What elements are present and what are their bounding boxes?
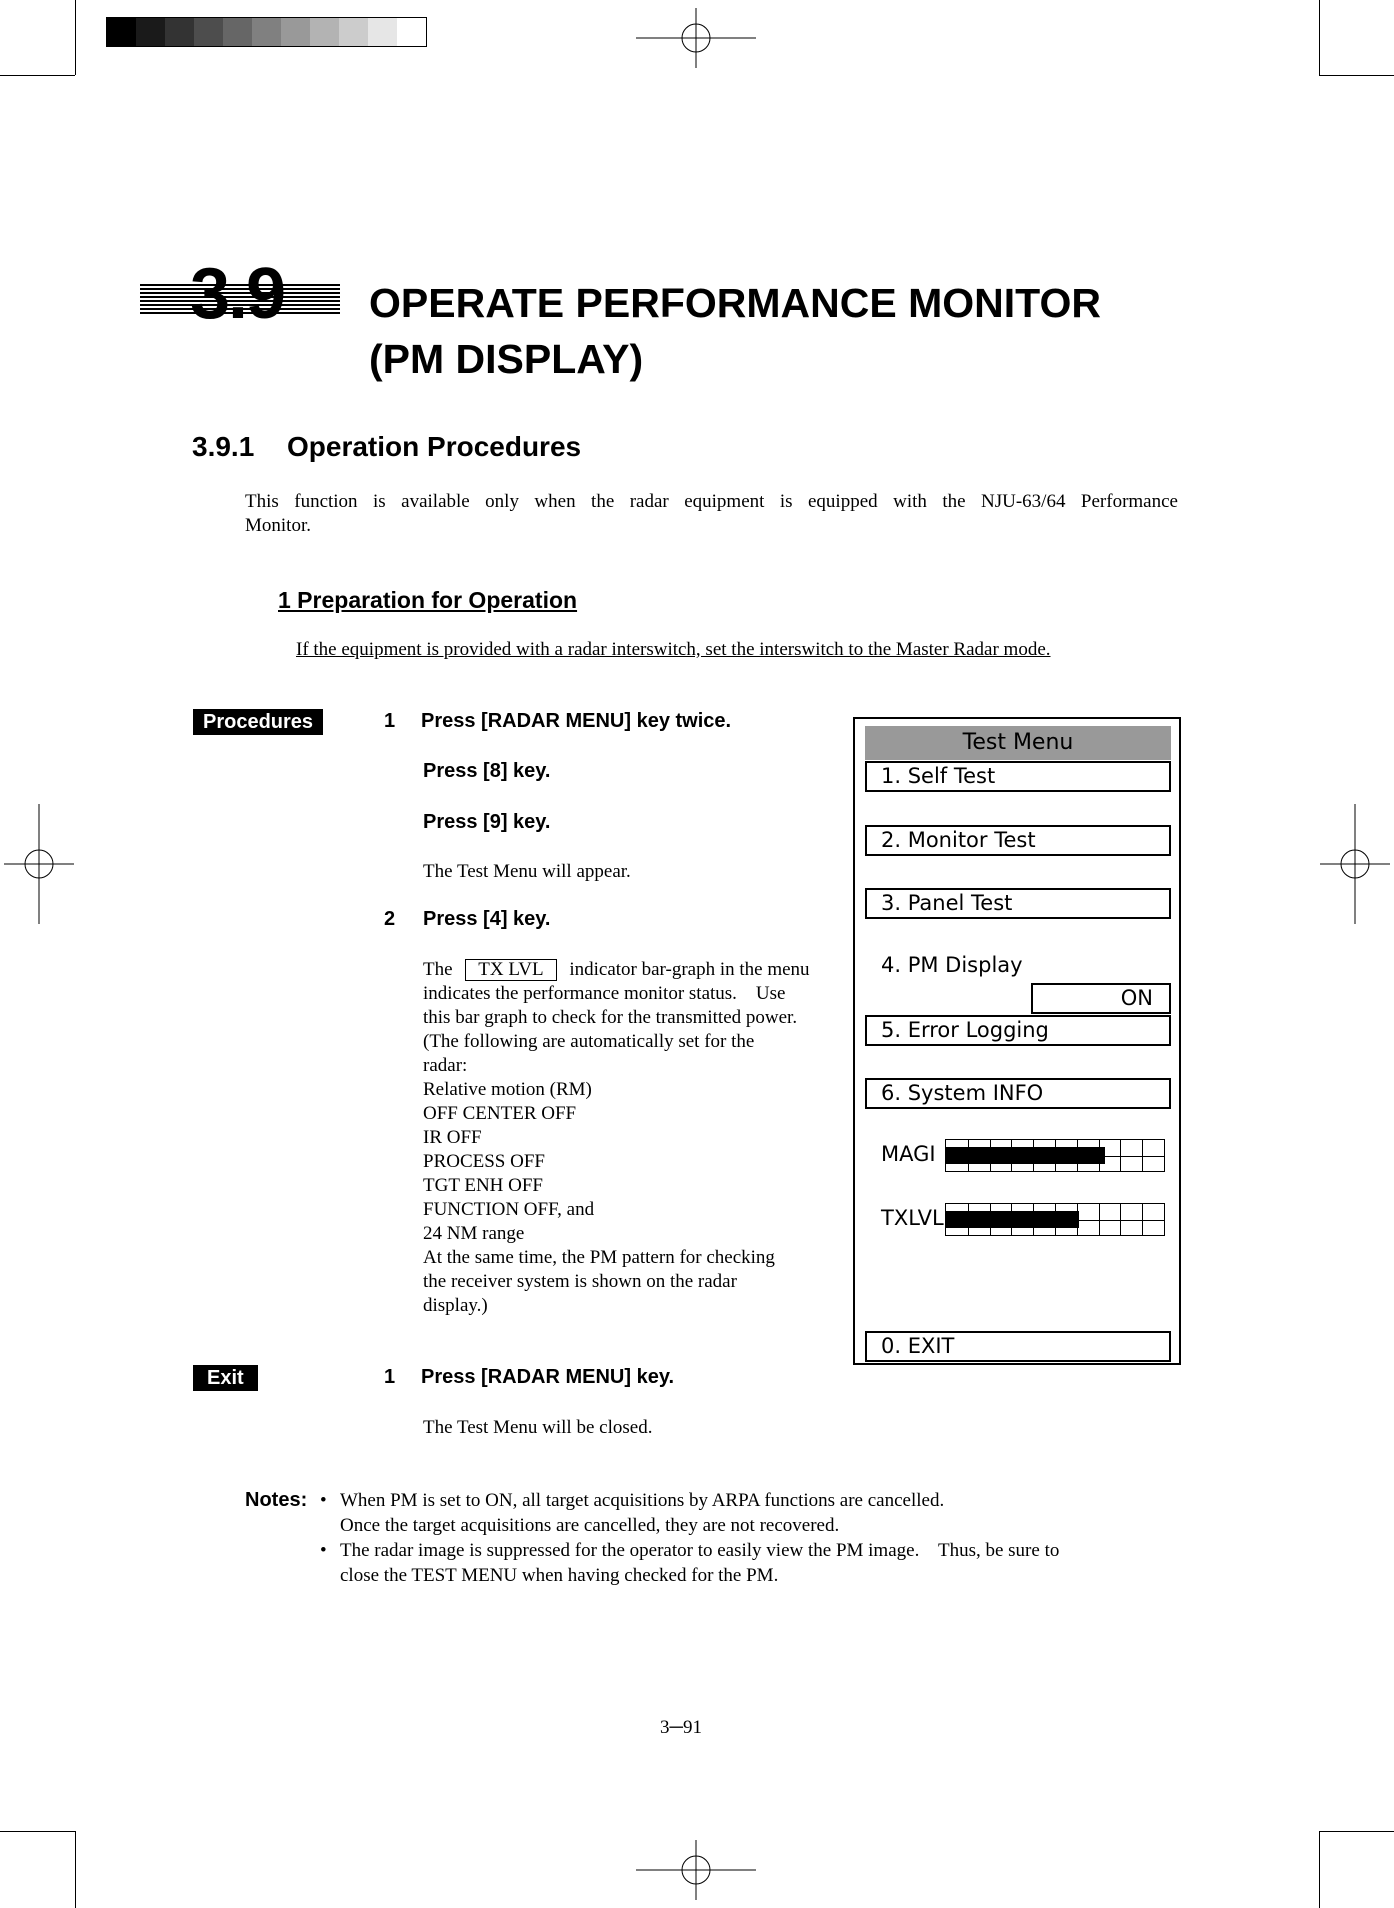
intro-line2: Monitor.	[245, 515, 311, 536]
magi-bar-tick	[1033, 1140, 1034, 1172]
registration-mark-top	[636, 8, 756, 68]
pm-display-value[interactable]: ON	[1031, 983, 1171, 1014]
exit-tag: Exit	[193, 1365, 258, 1391]
menu-item-panel-test[interactable]: 3. Panel Test	[865, 888, 1171, 919]
menu-item-error-logging[interactable]: 5. Error Logging	[865, 1015, 1171, 1046]
step1-note: The Test Menu will appear.	[423, 861, 631, 882]
menu-item-pm-display[interactable]: 4. PM Display	[881, 953, 1023, 977]
step2-line: OFF CENTER OFF	[423, 1103, 577, 1124]
note1-line2: Once the target acquisitions are cancelled, they are not recovered.	[340, 1515, 840, 1536]
step2-line: display.)	[423, 1295, 488, 1316]
exit-note: The Test Menu will be closed.	[423, 1417, 653, 1438]
step2-line: TGT ENH OFF	[423, 1175, 543, 1196]
step2-line: the receiver system is shown on the radar	[423, 1271, 737, 1292]
txlvl-bar-tick	[1099, 1204, 1100, 1236]
step2-first-line	[423, 958, 843, 982]
step2-line: FUNCTION OFF, and	[423, 1199, 595, 1220]
section-number: 3.9	[190, 254, 285, 334]
txlvl-bar-graph	[945, 1203, 1165, 1236]
notes-label: Notes:	[245, 1489, 308, 1511]
test-menu-panel	[853, 717, 1181, 1365]
menu-item-monitor-test[interactable]: 2. Monitor Test	[865, 825, 1171, 856]
exit-step-number: 1	[384, 1366, 396, 1388]
magi-bar-tick	[1011, 1140, 1012, 1172]
step2-after: indicator bar-graph in the menu	[569, 959, 810, 980]
step2-line: PROCESS OFF	[423, 1151, 545, 1172]
note1-line1: When PM is set to ON, all target acquisitions by ARPA functions are cancelled.	[340, 1490, 945, 1511]
magi-bar-tick	[1099, 1140, 1100, 1172]
txlvl-label: TXLVL	[881, 1206, 944, 1230]
note2-line2: close the TEST MENU when having checked for the PM.	[340, 1565, 779, 1586]
section-title-line1: OPERATE PERFORMANCE MONITOR	[369, 280, 1101, 326]
test-menu-title: Test Menu	[865, 726, 1171, 760]
step2-line: (The following are automatically set for the	[423, 1031, 755, 1052]
step1-number: 1	[384, 710, 396, 732]
magi-label: MAGI	[881, 1142, 936, 1166]
menu-item-system-info[interactable]: 6. System INFO	[865, 1078, 1171, 1109]
preparation-text: If the equipment is provided with a radar interswitch, set the interswitch to the Master Radar mode.	[296, 639, 1051, 660]
txlvl-bar-tick	[1055, 1204, 1056, 1236]
registration-mark-left	[4, 804, 74, 924]
txlvl-bar-tick	[968, 1204, 969, 1236]
magi-bar-tick	[968, 1140, 969, 1172]
step2-line: 24 NM range	[423, 1223, 525, 1244]
txlvl-bar-tick	[1142, 1204, 1143, 1236]
grayscale-calibration-strip	[106, 17, 427, 47]
magi-bar-tick	[990, 1140, 991, 1172]
magi-bar-tick	[1142, 1140, 1143, 1172]
step2-line: indicates the performance monitor status. Use	[423, 983, 786, 1004]
bullet-icon: •	[320, 1490, 327, 1511]
magi-bar-graph	[945, 1139, 1165, 1172]
exit-step: Press [RADAR MENU] key.	[421, 1366, 675, 1388]
registration-mark-bottom	[636, 1840, 756, 1900]
magi-bar-tick	[1077, 1140, 1078, 1172]
preparation-heading: 1 Preparation for Operation	[278, 587, 578, 613]
step1-press-8: Press [8] key.	[423, 760, 551, 782]
txlvl-bar-tick	[1077, 1204, 1078, 1236]
txlvl-bar-tick	[1033, 1204, 1034, 1236]
step2-the: The	[423, 959, 453, 980]
procedures-tag: Procedures	[193, 709, 323, 735]
subsection-title: Operation Procedures	[287, 431, 582, 462]
bullet-icon: •	[320, 1540, 327, 1561]
step2-line: this bar graph to check for the transmitted power.	[423, 1007, 798, 1028]
subsection-number: 3.9.1	[192, 431, 255, 462]
step1-press-radar-menu: Press [RADAR MENU] key twice.	[421, 710, 732, 732]
step2-press-4: Press [4] key.	[423, 908, 551, 930]
section-title-line2: (PM DISPLAY)	[369, 336, 644, 382]
step2-number: 2	[384, 908, 396, 930]
page-number: 3─91	[660, 1717, 702, 1738]
intro-line1: This function is available only when the radar equipment is equipped with the NJU-63/64 Performance	[245, 491, 1178, 512]
txlvl-bar-tick	[990, 1204, 991, 1236]
step2-description	[423, 958, 843, 1318]
registration-mark-right	[1320, 804, 1390, 924]
magi-bar-tick	[1120, 1140, 1121, 1172]
notes-bullet-1	[320, 1488, 944, 1538]
step1-press-9: Press [9] key.	[423, 811, 551, 833]
txlvl-bar-tick	[1011, 1204, 1012, 1236]
step2-line: Relative motion (RM)	[423, 1079, 592, 1100]
menu-item-exit[interactable]: 0. EXIT	[865, 1331, 1171, 1362]
menu-item-self-test[interactable]: 1. Self Test	[865, 761, 1171, 792]
txlvl-bar-tick	[1120, 1204, 1121, 1236]
notes-bullet-2	[320, 1538, 1059, 1588]
tx-lvl-key-label: TX LVL	[465, 959, 556, 981]
step2-line: IR OFF	[423, 1127, 482, 1148]
note2-line1: The radar image is suppressed for the operator to easily view the PM image. Thus, be sure to	[340, 1540, 1060, 1561]
magi-bar-tick	[1055, 1140, 1056, 1172]
step2-line: At the same time, the PM pattern for checking	[423, 1247, 775, 1268]
step2-line: radar:	[423, 1055, 468, 1076]
